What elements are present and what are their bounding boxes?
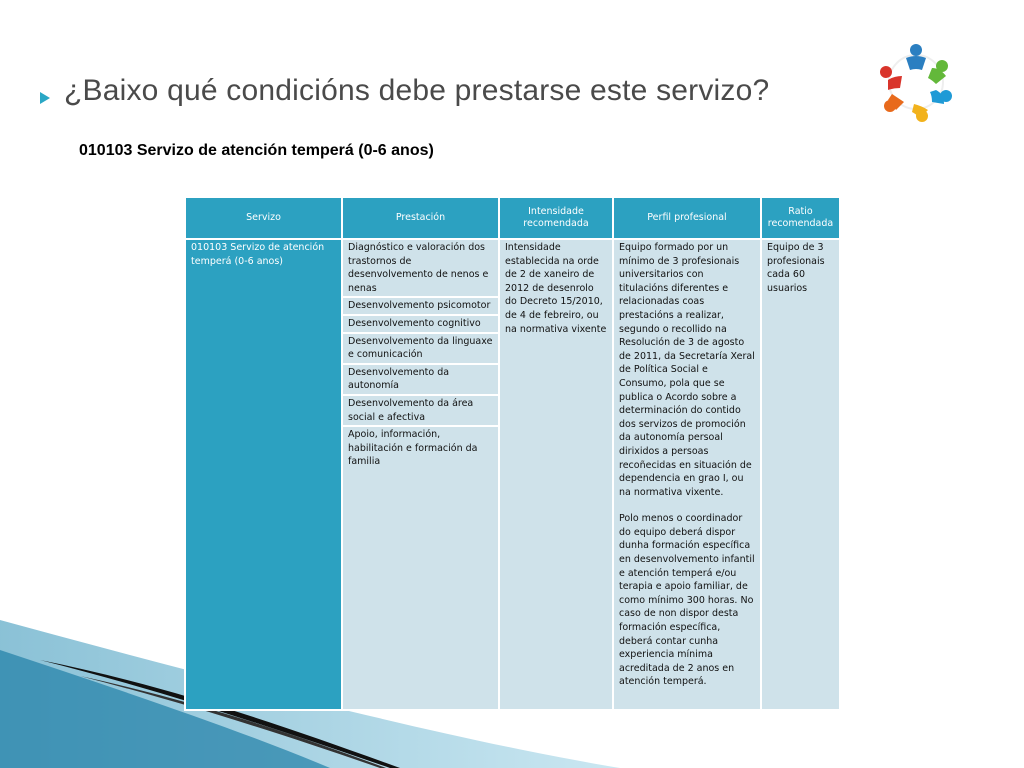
cell-servizo: 010103 Servizo de atención temperá (0-6 anos): [185, 239, 342, 710]
table-row: [185, 239, 840, 297]
header-ratio: Ratio recomendada: [761, 197, 840, 239]
cell-prestacion: Desenvolvemento da autonomía: [342, 364, 499, 395]
header-intensidade: Intensidade recomendada: [499, 197, 613, 239]
cell-perfil: [613, 239, 761, 710]
header-prestacion: Prestación: [342, 197, 499, 239]
cell-prestacion: Diagnóstico e valoración dos trastornos de desenvolvemento de nenos e nenas: [342, 239, 499, 297]
people-circle-logo-icon: [874, 40, 958, 124]
page-title: ¿Baixo qué condicións debe prestarse este servizo?: [64, 74, 770, 107]
cell-prestacion: Apoio, información, habilitación e formación da familia: [342, 426, 499, 710]
perfil-paragraph: Equipo formado por un mínimo de 3 profesionais universitarios con titulacións diferentes e relacionadas coas prestacións a realizar, segundo o recollido na Resolución de 3 de agosto de 2011, da Secretaría Xeral de Política Social e Consumo, pola que se publica o Acordo sobre a determinación do contido dos servizos de promoción da autonomía persoal dirixidos a persoas recoñecidas en situación de dependencia en grao I, ou na normativa vixente.: [619, 242, 755, 498]
cell-intensidade: Intensidade establecida na orde de 2 de xaneiro de 2012 de desenrolo do Decreto 15/2010, de 4 de febreiro, ou na normativa vixente: [499, 239, 613, 710]
cell-prestacion: Desenvolvemento psicomotor: [342, 297, 499, 315]
page-subtitle: 010103 Servizo de atención temperá (0-6 anos): [79, 142, 434, 159]
cell-prestacion: Desenvolvemento da linguaxe e comunicación: [342, 333, 499, 364]
cell-ratio: Equipo de 3 profesionais cada 60 usuarios: [761, 239, 840, 710]
table-header-row: [185, 197, 840, 239]
header-servizo: Servizo: [185, 197, 342, 239]
header-perfil: Perfil profesional: [613, 197, 761, 239]
cell-prestacion: Desenvolvemento da área social e afectiva: [342, 395, 499, 426]
cell-prestacion: Desenvolvemento cognitivo: [342, 315, 499, 333]
servizo-table: [184, 196, 841, 711]
perfil-paragraph: Polo menos o coordinador do equipo deberá dispor dunha formación específica en desenvolvemento infantil e atención temperá e/ou terapia e apoio familiar, de como mínimo 300 horas. No caso de non dispor desta formación específica, deberá contar cunha experiencia mínima acreditada de 2 anos en atención temperá.: [619, 513, 755, 688]
title-bullet-icon: [40, 92, 50, 104]
